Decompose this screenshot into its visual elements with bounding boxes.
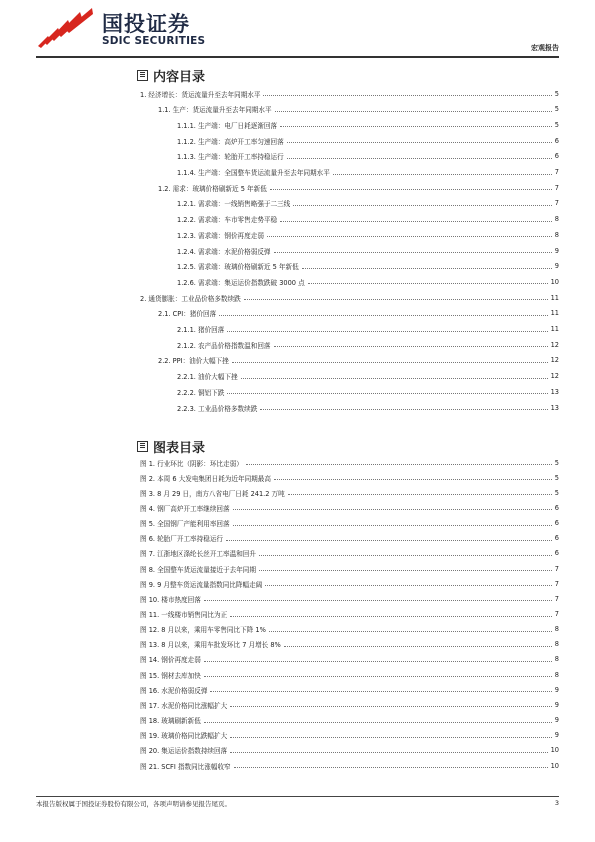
toc-item[interactable] bbox=[177, 402, 559, 413]
dot-leader bbox=[270, 189, 552, 190]
toc-item-label: 1.1.3. 生产端：轮胎开工率持稳运行 bbox=[177, 153, 284, 162]
figure-item[interactable] bbox=[140, 624, 559, 635]
toc-item[interactable] bbox=[140, 88, 559, 99]
toc-item-label: 2.2.1. 油价大幅下挫 bbox=[177, 373, 238, 382]
toc-item-label: 2.2. PPI：油价大幅下挫 bbox=[158, 357, 229, 366]
dot-leader bbox=[230, 616, 552, 617]
toc-item[interactable] bbox=[177, 261, 559, 272]
figure-item-label: 图 15. 钢材去库加快 bbox=[140, 671, 201, 680]
toc-item-page: 13 bbox=[550, 403, 559, 412]
toc-item-label: 1.2.1. 需求端：一线销售略强于二三线 bbox=[177, 200, 291, 209]
figure-item[interactable] bbox=[140, 745, 559, 756]
dot-leader bbox=[308, 283, 548, 284]
figure-item-page: 9 bbox=[554, 731, 559, 740]
toc-item-page: 9 bbox=[554, 246, 559, 255]
figure-item-label: 图 3. 8 月 29 日，南方八省电厂日耗 241.2 万吨 bbox=[140, 489, 285, 498]
toc-item[interactable] bbox=[177, 276, 559, 287]
dot-leader bbox=[204, 661, 552, 662]
toc-item[interactable] bbox=[177, 229, 559, 240]
dot-leader bbox=[234, 767, 548, 768]
toc-item-page: 8 bbox=[554, 215, 559, 224]
header-divider bbox=[36, 56, 559, 58]
logo-mark-icon bbox=[36, 6, 96, 52]
dot-leader bbox=[204, 722, 552, 723]
figure-item-page: 6 bbox=[554, 503, 559, 512]
dot-leader bbox=[230, 706, 552, 707]
toc-item[interactable] bbox=[177, 371, 559, 382]
dot-leader bbox=[288, 494, 552, 495]
dot-leader bbox=[274, 346, 548, 347]
toc-item[interactable] bbox=[158, 308, 559, 319]
dot-leader bbox=[204, 600, 552, 601]
figure-item-label: 图 2. 本周 6 大发电集团日耗为近年同期最高 bbox=[140, 474, 271, 483]
figure-item-label: 图 5. 全国钢厂产能利用率回落 bbox=[140, 520, 230, 529]
dot-leader bbox=[293, 205, 552, 206]
figure-item-label: 图 19. 玻璃价格同比跌幅扩大 bbox=[140, 732, 228, 741]
figure-item[interactable] bbox=[140, 487, 559, 498]
figure-item[interactable] bbox=[140, 609, 559, 620]
toc-item-label: 2.1.2. 农产品价格指数温和回落 bbox=[177, 341, 271, 350]
figure-item-page: 9 bbox=[554, 716, 559, 725]
figure-item-label: 图 16. 水泥价格弱反弹 bbox=[140, 686, 208, 695]
toc-item[interactable] bbox=[158, 355, 559, 366]
dot-leader bbox=[287, 142, 552, 143]
toc-item-page: 12 bbox=[550, 356, 559, 365]
toc-item-label: 1. 经济增长：货运流量升至去年同期水平 bbox=[140, 90, 261, 99]
footer-divider bbox=[36, 796, 559, 797]
figure-item[interactable] bbox=[140, 715, 559, 726]
figure-item-label: 图 14. 钢价再度走弱 bbox=[140, 656, 201, 665]
dot-leader bbox=[302, 268, 552, 269]
figure-item-label: 图 13. 8 月以来，乘用车批发环比 7 月增长 8% bbox=[140, 641, 281, 650]
figure-item-label: 图 20. 集运运价指数持续回落 bbox=[140, 747, 228, 756]
report-type-label: 宏观报告 bbox=[531, 44, 559, 52]
dot-leader bbox=[233, 525, 552, 526]
toc-item-page: 6 bbox=[554, 152, 559, 161]
figure-item-page: 7 bbox=[554, 610, 559, 618]
dot-leader bbox=[259, 570, 552, 571]
figure-item-page: 6 bbox=[554, 534, 559, 543]
dot-leader bbox=[241, 378, 548, 379]
dot-leader bbox=[230, 752, 547, 753]
toc-item-page: 12 bbox=[550, 372, 559, 381]
figure-item[interactable] bbox=[140, 472, 559, 483]
figure-item[interactable] bbox=[140, 639, 559, 650]
dot-leader bbox=[244, 299, 548, 300]
toc-item[interactable] bbox=[177, 119, 559, 130]
toc-item-page: 7 bbox=[554, 168, 559, 176]
dot-leader bbox=[267, 236, 552, 237]
figure-item-label: 图 4. 钢厂高炉开工率继续回落 bbox=[140, 504, 230, 513]
dot-leader bbox=[210, 691, 551, 692]
figure-item-label: 图 12. 8 月以来，乘用车零售同比下降 1% bbox=[140, 626, 266, 635]
toc-item-label: 1.2.2. 需求端：车市零售走势平稳 bbox=[177, 216, 278, 225]
figure-item-label: 图 21. SCFI 指数同比涨幅收窄 bbox=[140, 762, 231, 771]
toc-item-label: 2.1.1. 猪价回落 bbox=[177, 326, 225, 334]
toc-item[interactable] bbox=[177, 386, 559, 397]
toc-item-page: 9 bbox=[554, 262, 559, 271]
page-header bbox=[0, 0, 595, 58]
figure-item-label: 图 11. 一线楼市销售同比为正 bbox=[140, 611, 228, 619]
toc-item-page: 7 bbox=[554, 183, 559, 192]
figure-item-page: 7 bbox=[554, 564, 559, 573]
figure-item[interactable] bbox=[140, 563, 559, 574]
toc-item-page: 11 bbox=[550, 293, 559, 302]
toc-item-page: 10 bbox=[550, 277, 559, 286]
toc-item[interactable] bbox=[177, 245, 559, 256]
figure-item-label: 图 1. 行业环比（阴影：环比走弱） bbox=[140, 459, 243, 468]
figure-item-page: 9 bbox=[554, 685, 559, 694]
figure-item-label: 图 10. 楼市热度回落 bbox=[140, 595, 201, 604]
toc-item-page: 7 bbox=[554, 199, 559, 208]
figure-item-label: 图 8. 全国整车货运流量接近于去年同期 bbox=[140, 565, 256, 574]
dot-leader bbox=[280, 221, 552, 222]
toc-item-page: 5 bbox=[554, 89, 559, 98]
dot-leader bbox=[263, 95, 551, 96]
dot-leader bbox=[260, 409, 547, 410]
toc-item-label: 1.2.3. 需求端：钢价再度走弱 bbox=[177, 231, 264, 240]
dot-leader bbox=[274, 252, 552, 253]
figure-item-page: 8 bbox=[554, 625, 559, 634]
dot-leader bbox=[287, 158, 552, 159]
logo-chinese-name: 国投证券 bbox=[102, 12, 190, 36]
figure-item[interactable] bbox=[140, 548, 559, 559]
figure-item-page: 7 bbox=[554, 579, 559, 588]
toc-item-page: 5 bbox=[554, 120, 559, 129]
figure-item[interactable] bbox=[140, 730, 559, 741]
figure-item[interactable] bbox=[140, 593, 559, 604]
toc-item-label: 1.2.4. 需求端：水泥价格弱反弹 bbox=[177, 247, 271, 256]
dot-leader bbox=[227, 393, 547, 394]
figure-item-page: 6 bbox=[554, 549, 559, 558]
page-number: 3 bbox=[554, 799, 559, 807]
toc-item-page: 11 bbox=[550, 325, 559, 333]
dot-leader bbox=[219, 315, 547, 316]
figure-item-page: 5 bbox=[554, 473, 559, 482]
contents-title: 内容目录 bbox=[137, 66, 205, 85]
toc-item-page: 8 bbox=[554, 230, 559, 239]
toc-item-label: 1.2.5. 需求端：玻璃价格刷新近 5 年新低 bbox=[177, 263, 299, 272]
figure-item[interactable] bbox=[140, 578, 559, 589]
logo-english-name: SDIC SECURITIES bbox=[102, 35, 206, 47]
figure-item[interactable] bbox=[140, 518, 559, 529]
toc-item-label: 1.1.1. 生产端：电厂日耗逐渐回落 bbox=[177, 121, 278, 130]
figure-item-label: 图 7. 江浙地区涤纶长丝开工率温和回升 bbox=[140, 550, 256, 559]
figure-item-page: 10 bbox=[550, 746, 559, 755]
dot-leader bbox=[269, 631, 552, 632]
toc-item[interactable] bbox=[177, 214, 559, 225]
toc-item[interactable] bbox=[177, 339, 559, 350]
toc-item[interactable] bbox=[177, 167, 559, 178]
toc-item-page: 13 bbox=[550, 387, 559, 396]
toc-item-page: 11 bbox=[550, 309, 559, 318]
figure-item-label: 图 9. 9 月整车货运流量指数同比降幅走阔 bbox=[140, 580, 263, 589]
toc-item[interactable] bbox=[177, 198, 559, 209]
dot-leader bbox=[333, 174, 552, 175]
toc-item-label: 1.1.2. 生产端：高炉开工率匀速回落 bbox=[177, 137, 284, 146]
dot-leader bbox=[204, 676, 552, 677]
toc-item-page: 5 bbox=[554, 105, 559, 114]
dot-leader bbox=[280, 126, 552, 127]
figure-item-page: 6 bbox=[554, 519, 559, 528]
toc-item-label: 2. 通货膨胀：工业品价格多数续跌 bbox=[140, 294, 241, 303]
figures-title: 图表目录 bbox=[137, 437, 205, 456]
toc-item-label: 2.2.2. 铜铝下跌 bbox=[177, 388, 225, 397]
dot-leader bbox=[259, 555, 552, 556]
list-icon bbox=[137, 441, 148, 452]
figure-item-page: 7 bbox=[554, 594, 559, 603]
figure-item[interactable] bbox=[140, 699, 559, 710]
figure-item-label: 图 18. 玻璃刷新新低 bbox=[140, 717, 201, 726]
figure-item-page: 8 bbox=[554, 640, 559, 649]
figure-item-page: 8 bbox=[554, 670, 559, 679]
dot-leader bbox=[233, 509, 552, 510]
toc-item-label: 2.2.3. 工业品价格多数续跌 bbox=[177, 404, 258, 413]
toc-item[interactable] bbox=[140, 292, 559, 303]
dot-leader bbox=[265, 585, 552, 586]
figure-item-page: 5 bbox=[554, 458, 559, 467]
footer-disclaimer: 本报告版权属于国投证券股份有限公司，各项声明请参见报告尾页。 bbox=[36, 800, 231, 808]
figure-item[interactable] bbox=[140, 457, 559, 468]
figure-item[interactable] bbox=[140, 669, 559, 680]
figure-item[interactable] bbox=[140, 502, 559, 513]
figure-item[interactable] bbox=[140, 654, 559, 665]
dot-leader bbox=[275, 111, 552, 112]
figure-item-label: 图 6. 轮胎厂开工率持稳运行 bbox=[140, 535, 224, 544]
figure-item[interactable] bbox=[140, 684, 559, 695]
figure-item[interactable] bbox=[140, 760, 559, 771]
toc-item-page: 6 bbox=[554, 136, 559, 145]
toc-item[interactable] bbox=[177, 324, 559, 335]
toc-item[interactable] bbox=[158, 104, 559, 115]
toc-item[interactable] bbox=[177, 135, 559, 146]
toc-item-label: 1.1.4. 生产端：全国整车货运流量升至去年同期水平 bbox=[177, 169, 330, 177]
company-logo bbox=[36, 6, 226, 52]
toc-item-label: 1.2. 需求：玻璃价格刷新近 5 年新低 bbox=[158, 184, 267, 193]
dot-leader bbox=[227, 331, 547, 332]
toc-item-label: 1.2.6. 需求端：集运运价指数跌破 3000 点 bbox=[177, 278, 305, 287]
dot-leader bbox=[246, 464, 552, 465]
toc-item-label: 1.1. 生产：货运流量升至去年同期水平 bbox=[158, 106, 272, 115]
dot-leader bbox=[230, 737, 552, 738]
figure-item-page: 9 bbox=[554, 700, 559, 709]
figure-item-page: 5 bbox=[554, 488, 559, 497]
dot-leader bbox=[284, 646, 552, 647]
figure-item[interactable] bbox=[140, 533, 559, 544]
toc-item[interactable] bbox=[177, 151, 559, 162]
figure-item-label: 图 17. 水泥价格同比涨幅扩大 bbox=[140, 701, 228, 710]
figure-item-page: 10 bbox=[550, 761, 559, 770]
toc-item[interactable] bbox=[158, 182, 559, 193]
dot-leader bbox=[274, 479, 552, 480]
dot-leader bbox=[232, 362, 548, 363]
dot-leader bbox=[226, 540, 552, 541]
toc-item-page: 12 bbox=[550, 340, 559, 349]
figure-item-page: 8 bbox=[554, 655, 559, 664]
toc-item-label: 2.1. CPI：猪价回落 bbox=[158, 310, 217, 319]
list-icon bbox=[137, 70, 148, 81]
